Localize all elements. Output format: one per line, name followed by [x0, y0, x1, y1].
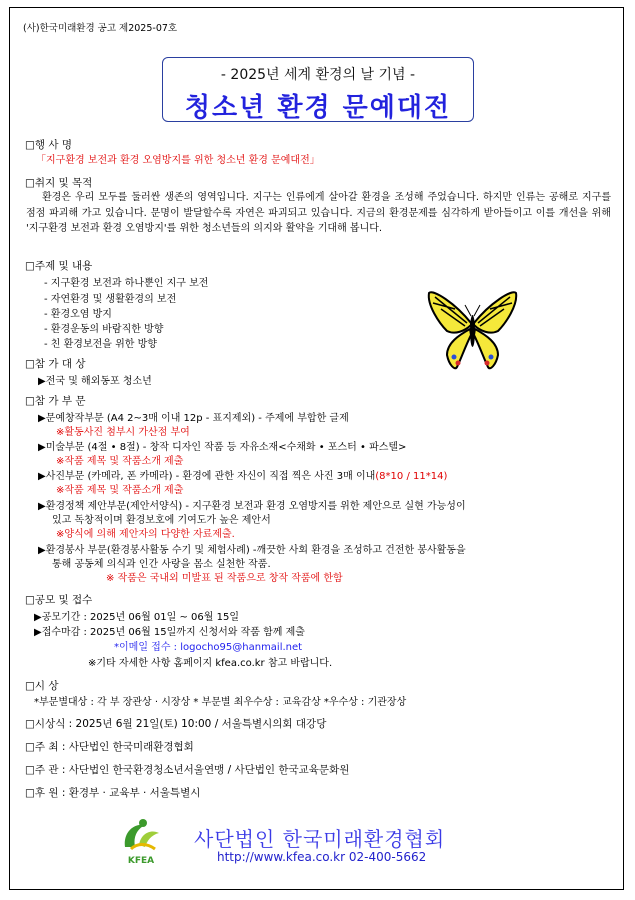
- category-service-note: ※ 작품은 국내외 미발표 된 작품으로 창작 작품에 한함: [106, 573, 343, 584]
- category-art-note: ※작품 제목 및 작품소개 제출: [56, 456, 184, 467]
- title-box: [162, 57, 474, 122]
- category-photo-text: ▶사진부문 (카메라, 폰 카메라) - 환경에 관한 자신이 직접 찍은 사진 3매 이내: [38, 471, 376, 482]
- topic-item: - 친 환경보전을 위한 방향: [44, 339, 157, 350]
- organizer: □주 관 : 사단법인 한국환경청소년서울연맹 / 사단법인 한국교육문화원: [25, 764, 350, 776]
- submission-more-info: ※기타 자세한 사항 홈페이지 kfea.co.kr 참고 바랍니다.: [88, 658, 333, 669]
- sponsor: □후 원 : 환경부 · 교육부 · 서울특별시: [25, 787, 201, 799]
- submission-deadline: ▶접수마감 : 2025년 06월 15일까지 신청서와 작품 함께 제출: [34, 627, 305, 638]
- topics-heading: □주제 및 내용: [25, 260, 93, 272]
- eligibility-value: ▶전국 및 해외동포 청소년: [38, 376, 152, 387]
- kfea-logo-text: KFEA: [127, 856, 155, 866]
- submission-email-label: *이메일 접수 :: [114, 642, 181, 653]
- notice-number: (사)한국미래환경 공고 제2025-07호: [23, 23, 178, 34]
- ceremony: □시상식 : 2025년 6월 21일(토) 10:00 / 서울특별시의회 대강당: [25, 718, 327, 730]
- category-literature: ▶문예창작부문 (A4 2~3매 이내 12p - 표지제외) - 주제에 부합한 글제: [38, 413, 349, 424]
- submission-email-row: [114, 638, 302, 653]
- submission-email[interactable]: logocho95@hanmail.net: [180, 642, 303, 653]
- event-name-value: 「지구환경 보전과 환경 오염방지를 위한 청소년 환경 문예대전」: [36, 155, 320, 166]
- footer-contact[interactable]: http://www.kfea.co.kr 02-400-5662: [217, 850, 427, 864]
- categories-heading: □참 가 부 문: [25, 395, 86, 407]
- footer-org-name: 사단법인 한국미래환경협회: [194, 827, 446, 851]
- event-name-heading: □행 사 명: [25, 139, 73, 151]
- topic-item: - 환경오염 방지: [44, 309, 112, 320]
- category-photo-note: ※작품 제목 및 작품소개 제출: [56, 485, 184, 496]
- category-service-line1: ▶환경봉사 부문(환경봉사활동 수기 및 체험사례) -깨끗한 사회 환경을 조성하고 건전한 봉사활동을: [38, 545, 466, 556]
- awards-heading: □시 상: [25, 680, 59, 692]
- purpose-text: 환경은 우리 모두를 둘러싼 생존의 영역입니다. 지구는 인류에게 살아갈 환경을 조성해 주었습니다. 하지만 인류는 공해로 지구를 점점 파괴해 가고 있습니다. 문명이 발달할수록 자연은 파괴되고 있습니다. 지금의 환경문제를 심각하게 받아들이고 이를 개선을 위해 '지구환경 보전과 환경 오염방지'를 위한 청소년들의 의지와 활약을 기대해 봅니다.: [26, 192, 611, 235]
- eligibility-heading: □참 가 대 상: [25, 358, 86, 370]
- category-literature-note: ※활동사진 첨부시 가산점 부여: [56, 427, 190, 438]
- submission-period: ▶공모기간 : 2025년 06월 01일 ~ 06월 15일: [34, 612, 239, 623]
- submission-heading: □공모 및 접수: [25, 594, 93, 606]
- category-photo-size: (8*10 / 11*14): [375, 471, 448, 482]
- host: □주 최 : 사단법인 한국미래환경협회: [25, 741, 194, 753]
- category-policy-line1: ▶환경정책 제안부문(제안서양식) - 지구환경 보전과 환경 오염방지를 위한 제안으로 실현 가능성이: [38, 501, 466, 512]
- category-service-line2: 통해 공동체 의식과 인간 사랑을 몸소 실천한 작품.: [52, 559, 271, 570]
- category-photo: [38, 467, 447, 482]
- butterfly-illustration: [425, 283, 520, 375]
- category-art: ▶미술부문 (4절 • 8절) - 창작 디자인 작품 등 자유소재<수채화 • 포스터 • 파스텔>: [38, 442, 407, 453]
- title-subtitle: - 2025년 세계 환경의 날 기념 -: [220, 67, 416, 83]
- topic-item: - 자연환경 및 생활환경의 보전: [44, 294, 177, 305]
- category-policy-note: ※양식에 의해 제안자의 다양한 자료제출.: [56, 529, 235, 540]
- awards-text: *부문별대상 : 각 부 장관상 · 시장상 * 부문별 최우수상 : 교육감상 *우수상 : 기관장상: [34, 697, 407, 708]
- topic-item: - 지구환경 보전과 하나뿐인 지구 보전: [44, 278, 209, 289]
- category-policy-line2: 있고 독창적이며 환경보호에 기여도가 높은 제안서: [52, 515, 271, 526]
- purpose-heading: □취지 및 목적: [25, 177, 93, 189]
- kfea-logo: [117, 815, 165, 867]
- title-main: 청소년 환경 문예대전: [184, 93, 452, 123]
- topic-item: - 환경운동의 바람직한 방향: [44, 324, 164, 335]
